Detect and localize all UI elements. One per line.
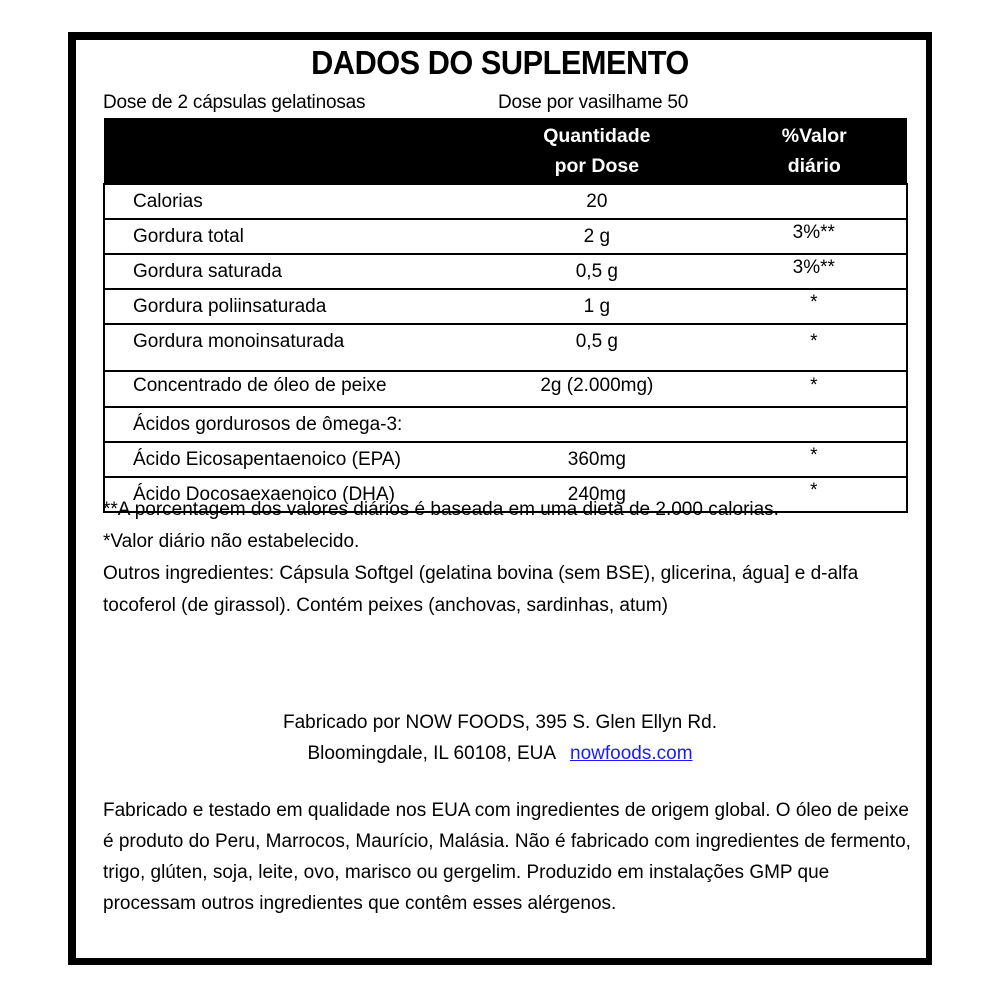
- header-amount: [472, 118, 721, 184]
- nutrient-name: Ácido Docosaexaenoico (DHA): [104, 477, 472, 512]
- nutrient-amount: 0,5 g: [472, 254, 721, 289]
- dv-basis-note: **A porcentagem dos valores diários é baseada em uma dieta de 2.000 calorias.: [103, 499, 779, 520]
- header-nutrient: [104, 118, 472, 184]
- table-row: [104, 184, 907, 219]
- nutrient-amount: 0,5 g: [472, 324, 721, 371]
- website-link[interactable]: nowfoods.com: [570, 743, 693, 764]
- nutrient-dv: 3%**: [722, 254, 907, 289]
- table-row: [104, 407, 907, 442]
- table-row: [104, 219, 907, 254]
- table-row: [104, 324, 907, 371]
- manufacturer-info: [76, 707, 924, 769]
- nutrient-amount: [472, 407, 721, 442]
- nutrient-dv: [722, 407, 907, 442]
- header-dv-line2: diário: [787, 155, 841, 177]
- nutrient-name: Concentrado de óleo de peixe: [104, 371, 472, 407]
- supplement-facts-table: [103, 118, 908, 513]
- nutrient-name: Gordura poliinsaturada: [104, 289, 472, 324]
- nutrient-name: Gordura monoinsaturada: [104, 324, 472, 371]
- table-row: [104, 254, 907, 289]
- nutrient-amount: 240mg: [472, 477, 721, 512]
- servings-per-container: Dose por vasilhame 50: [498, 92, 689, 113]
- table-row: [104, 289, 907, 324]
- footnotes: [103, 494, 903, 622]
- nutrient-amount: 20: [472, 184, 721, 219]
- table-row: [104, 371, 907, 407]
- manufacturer-line1: Fabricado por NOW FOODS, 395 S. Glen Ellyn Rd.: [283, 712, 717, 733]
- header-amount-line2: por Dose: [554, 155, 640, 177]
- dv-not-established-note: *Valor diário não estabelecido.: [103, 531, 360, 552]
- nutrient-dv: *: [722, 477, 907, 512]
- nutrient-dv: *: [722, 442, 907, 477]
- manufacturer-address: Bloomingdale, IL 60108, EUA: [307, 743, 557, 764]
- nutrient-dv: *: [722, 371, 907, 407]
- nutrient-amount: 2 g: [472, 219, 721, 254]
- header-amount-line1: Quantidade: [543, 125, 651, 147]
- nutrient-name: Ácido Eicosapentaenoico (EPA): [104, 442, 472, 477]
- other-ingredients: Outros ingredientes: Cápsula Softgel (gelatina bovina (sem BSE), glicerina, água] e d-alfa tocoferol (de girassol). Contém peixes (anchovas, sardinhas, atum): [103, 563, 859, 616]
- nutrient-name: Ácidos gordurosos de ômega-3:: [104, 407, 472, 442]
- manufacturer-line2-wrap: [76, 738, 924, 769]
- nutrient-amount: 360mg: [472, 442, 721, 477]
- serving-size: Dose de 2 cápsulas gelatinosas: [103, 92, 366, 113]
- nutrient-dv: *: [722, 324, 907, 371]
- nutrient-amount: 2g (2.000mg): [472, 371, 721, 407]
- label-title: DADOS DO SUPLEMENTO: [311, 44, 689, 81]
- nutrient-name: Gordura saturada: [104, 254, 472, 289]
- nutrient-dv: 3%**: [722, 219, 907, 254]
- header-daily-value: [722, 118, 907, 184]
- origin-statement: [103, 795, 918, 919]
- header-dv-line1: %Valor: [781, 125, 847, 147]
- nutrient-dv: *: [722, 289, 907, 324]
- nutrient-name: Gordura total: [104, 219, 472, 254]
- nutrient-amount: 1 g: [472, 289, 721, 324]
- origin-text: Fabricado e testado em qualidade nos EUA com ingredientes de origem global. O óleo de peixe é produto do Peru, Marrocos, Maurício, Malásia. Não é fabricado com ingredientes de fermento, trigo, glúten, soja, leite, ovo, marisco ou gergelim. Produzido em instalações GMP que processam outros ingredientes que contêm esses alérgenos.: [103, 800, 911, 914]
- nutrient-name: Calorias: [104, 184, 472, 219]
- nutrient-dv: [722, 184, 907, 219]
- table-row: [104, 442, 907, 477]
- table-header-row: [104, 118, 907, 184]
